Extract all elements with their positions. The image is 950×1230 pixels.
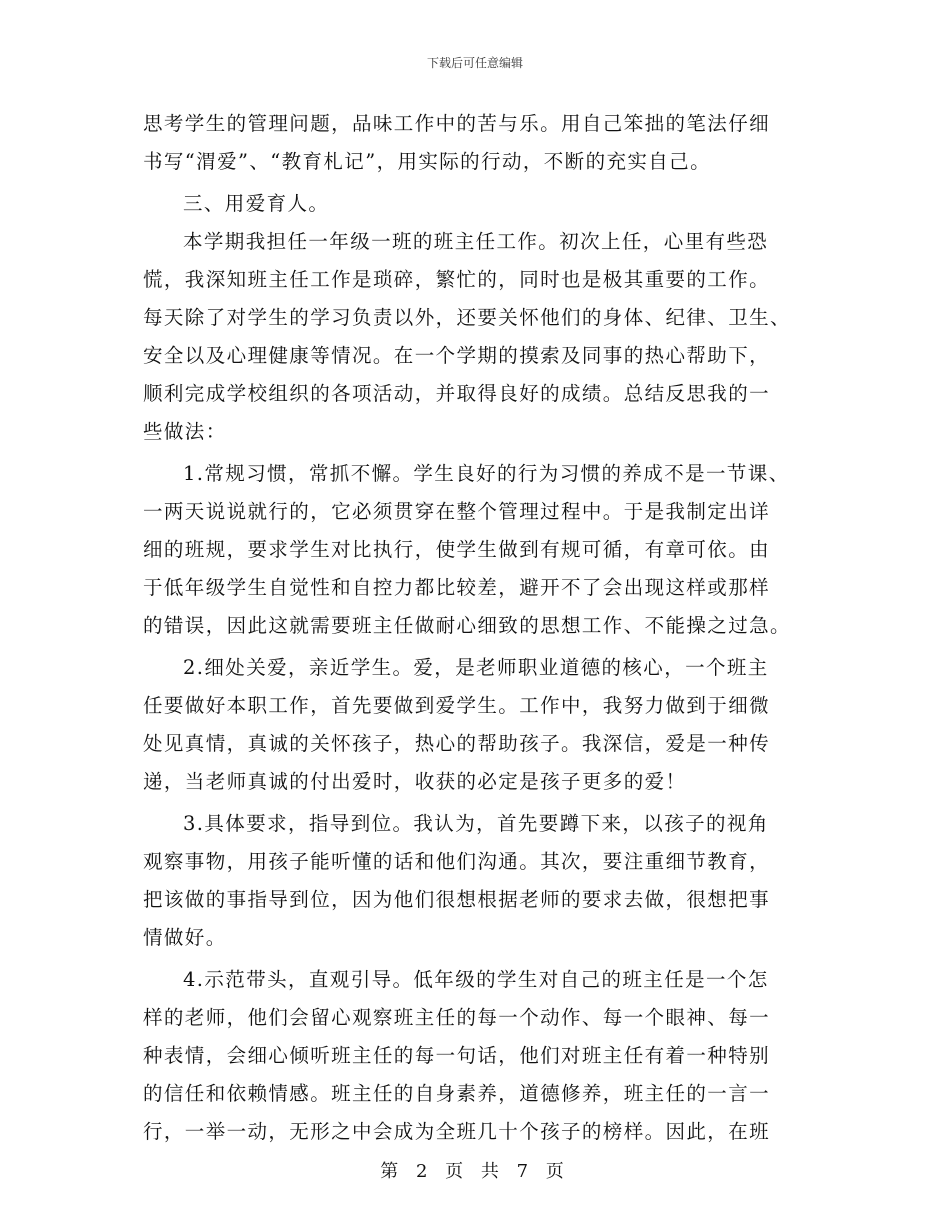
text-line: 处见真情，真诚的关怀孩子，热心的帮助孩子。我深信，爱是一种传 — [143, 732, 771, 755]
section-heading: 三、用爱育人。 — [183, 192, 330, 215]
paragraph-start: 3.具体要求，指导到位。我认为，首先要蹲下来，以孩子的视角 — [183, 812, 769, 835]
text-line: 于低年级学生自觉性和自控力都比较差，避开不了会出现这样或那样 — [143, 576, 771, 599]
paragraph-start: 4.示范带头，直观引导。低年级的学生对自己的班主任是一个怎 — [183, 968, 769, 991]
text-line: 的信任和依赖情感。班主任的自身素养，道德修养，班主任的一言一 — [143, 1082, 771, 1105]
text-line: 种表情，会细心倾听班主任的每一句话，他们对班主任有着一种特别 — [143, 1044, 771, 1067]
text-line: 安全以及心理健康等情况。在一个学期的摸索及同事的热心帮助下， — [143, 344, 771, 367]
paragraph-start: 1.常规习惯，常抓不懈。学生良好的行为习惯的养成不是一节课、 — [183, 462, 790, 485]
paragraph-start: 2.细处关爱，亲近学生。爱，是老师职业道德的核心，一个班主 — [183, 656, 769, 679]
text-line: 细的班规，要求学生对比执行，使学生做到有规可循，有章可依。由 — [143, 538, 771, 561]
page-number: 第 2 页 共 7 页 — [380, 1161, 570, 1182]
document-body — [143, 105, 813, 1151]
header-note: 下载后可任意编辑 — [426, 56, 523, 70]
text-line: 递，当老师真诚的付出爱时，收获的必定是孩子更多的爱！ — [143, 770, 687, 793]
text-line: 样的老师，他们会留心观察班主任的每一个动作、每一个眼神、每一 — [143, 1006, 771, 1029]
text-line: 情做好。 — [143, 926, 227, 949]
text-line: 些做法： — [143, 420, 227, 443]
text-line: 的错误，因此这就需要班主任做耐心细致的思想工作、不能操之过急。 — [143, 614, 791, 637]
text-line: 观察事物，用孩子能听懂的话和他们沟通。其次，要注重细节教育， — [143, 850, 771, 873]
text-line: 一两天说说就行的，它必须贯穿在整个管理过程中。于是我制定出详 — [143, 500, 771, 523]
paragraph-start: 本学期我担任一年级一班的班主任工作。初次上任，心里有些恐 — [183, 230, 769, 253]
text-line: 行，一举一动，无形之中会成为全班几十个孩子的榜样。因此，在班 — [143, 1120, 771, 1143]
text-line: 顺利完成学校组织的各项活动，并取得良好的成绩。总结反思我的一 — [143, 382, 771, 405]
text-line: 任要做好本职工作，首先要做到爱学生。工作中，我努力做到于细微 — [143, 694, 771, 717]
text-line: 思考学生的管理问题，品味工作中的苦与乐。用自己笨拙的笔法仔细 — [143, 112, 771, 135]
text-line: 把该做的事指导到位，因为他们很想根据老师的要求去做，很想把事 — [143, 888, 771, 911]
text-line: 每天除了对学生的学习负责以外，还要关怀他们的身体、纪律、卫生、 — [143, 306, 791, 329]
text-line: 慌，我深知班主任工作是琐碎，繁忙的，同时也是极其重要的工作。 — [143, 268, 771, 291]
text-line: 书写“渭爱”、“教育札记”，用实际的行动，不断的充实自己。 — [143, 150, 711, 173]
